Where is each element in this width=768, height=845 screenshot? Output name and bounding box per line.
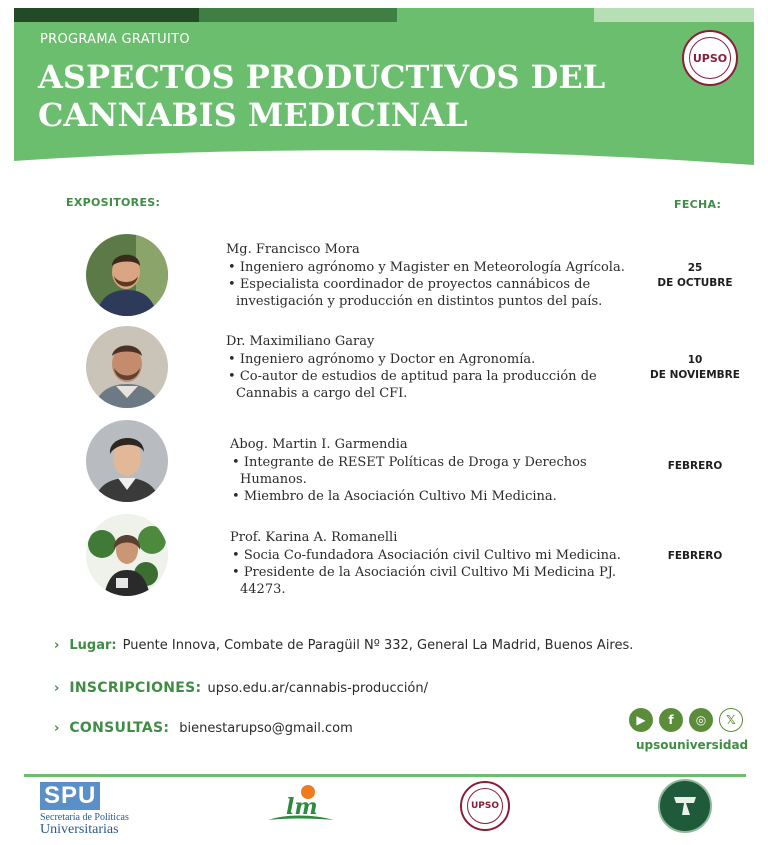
registration-row	[54, 680, 428, 696]
lm-logo	[266, 780, 336, 828]
date-day: 10	[687, 354, 703, 366]
speaker-name: Prof. Karina A. Romanelli	[230, 530, 398, 545]
speaker-bullet: • Ingeniero agrónomo y Doctor en Agronomía.	[226, 351, 626, 368]
speaker-name: Mg. Francisco Mora	[226, 242, 360, 257]
spu-line-2: Universitarias	[40, 822, 119, 837]
x-icon[interactable]: 𝕏	[719, 708, 743, 732]
speaker-photo-garay	[86, 326, 168, 408]
title-line-2: CANNABIS MEDICINAL	[38, 96, 468, 134]
place-label: Lugar:	[69, 638, 117, 653]
speaker-photo-romanelli	[86, 514, 168, 596]
social-handle: upsouniversidad	[636, 738, 749, 752]
registration-link[interactable]: upso.edu.ar/cannabis-producción/	[207, 681, 429, 696]
youtube-icon[interactable]: ▶	[629, 708, 653, 732]
top-color-strip	[14, 8, 754, 22]
contact-email[interactable]: bienestarupso@gmail.com	[179, 721, 353, 736]
speaker-bullet: • Socia Co-fundadora Asociación civil Cultivo mi Medicina.	[230, 547, 630, 564]
speaker-photo-garmendia	[86, 420, 168, 502]
social-icons	[629, 708, 743, 732]
chevron-right-icon: ›	[54, 638, 60, 653]
spu-line-1: Secretaría de Políticas	[40, 812, 129, 823]
speaker-mora	[226, 241, 626, 310]
speaker-bullet: • Miembro de la Asociación Cultivo Mi Medicina.	[230, 488, 630, 505]
date-garay	[640, 353, 750, 383]
date-month: DE NOVIEMBRE	[650, 369, 740, 381]
speaker-name: Dr. Maximiliano Garay	[226, 334, 375, 349]
instagram-icon[interactable]: ◎	[689, 708, 713, 732]
title-line-1: ASPECTOS PRODUCTIVOS DEL	[38, 58, 606, 96]
spu-logo	[40, 782, 130, 837]
upso-footer-seal	[460, 781, 510, 831]
speaker-romanelli	[230, 529, 630, 598]
date-garmendia	[640, 459, 750, 474]
header-banner	[14, 22, 754, 182]
speaker-name: Abog. Martin I. Garmendia	[230, 437, 408, 452]
chevron-right-icon: ›	[54, 721, 60, 736]
spu-mark	[40, 782, 124, 810]
upso-seal-logo	[682, 30, 738, 86]
speaker-bullet: • Co-autor de estudios de aptitud para la producción de Cannabis a cargo del CFI.	[226, 368, 626, 402]
place-row	[54, 638, 633, 653]
date-romanelli	[640, 549, 750, 564]
speaker-photo-mora	[86, 234, 168, 316]
facebook-icon[interactable]: f	[659, 708, 683, 732]
date-month: FEBRERO	[667, 460, 723, 472]
speaker-bullet: • Integrante de RESET Políticas de Droga y Derechos Humanos.	[230, 454, 630, 488]
date-mora	[640, 261, 750, 291]
speaker-garmendia	[230, 436, 630, 505]
speaker-bullet: • Especialista coordinador de proyectos cannábicos de investigación y producción en distintos puntos del país.	[226, 276, 626, 310]
program-label: PROGRAMA GRATUITO	[40, 32, 190, 47]
registration-label: INSCRIPCIONES:	[69, 680, 202, 696]
speaker-bullet: • Presidente de la Asociación civil Cultivo Mi Medicina PJ. 44273.	[230, 564, 630, 598]
spu-mark-text: SPU	[40, 782, 100, 810]
footer-divider	[24, 774, 746, 777]
date-month: FEBRERO	[667, 550, 723, 562]
speaker-garay	[226, 333, 626, 402]
header-wave	[14, 143, 754, 183]
contact-row	[54, 720, 353, 736]
speakers-label: EXPOSITORES:	[66, 196, 161, 209]
lm-text: lm	[286, 794, 318, 820]
chevron-right-icon: ›	[54, 681, 60, 696]
date-day: 25	[687, 262, 703, 274]
contact-label: CONSULTAS:	[69, 720, 170, 736]
date-label: FECHA:	[674, 198, 722, 211]
date-month: DE OCTUBRE	[657, 277, 733, 289]
upso-footer-seal-text: UPSO	[467, 788, 503, 824]
place-value: Puente Innova, Combate de Paragüil Nº 332, General La Madrid, Buenos Aires.	[122, 638, 634, 653]
speaker-bullet: • Ingeniero agrónomo y Magister en Meteorología Agrícola.	[226, 259, 626, 276]
upso-seal-text: UPSO	[689, 37, 731, 79]
page-title	[38, 58, 638, 134]
university-crest-logo	[658, 779, 712, 833]
